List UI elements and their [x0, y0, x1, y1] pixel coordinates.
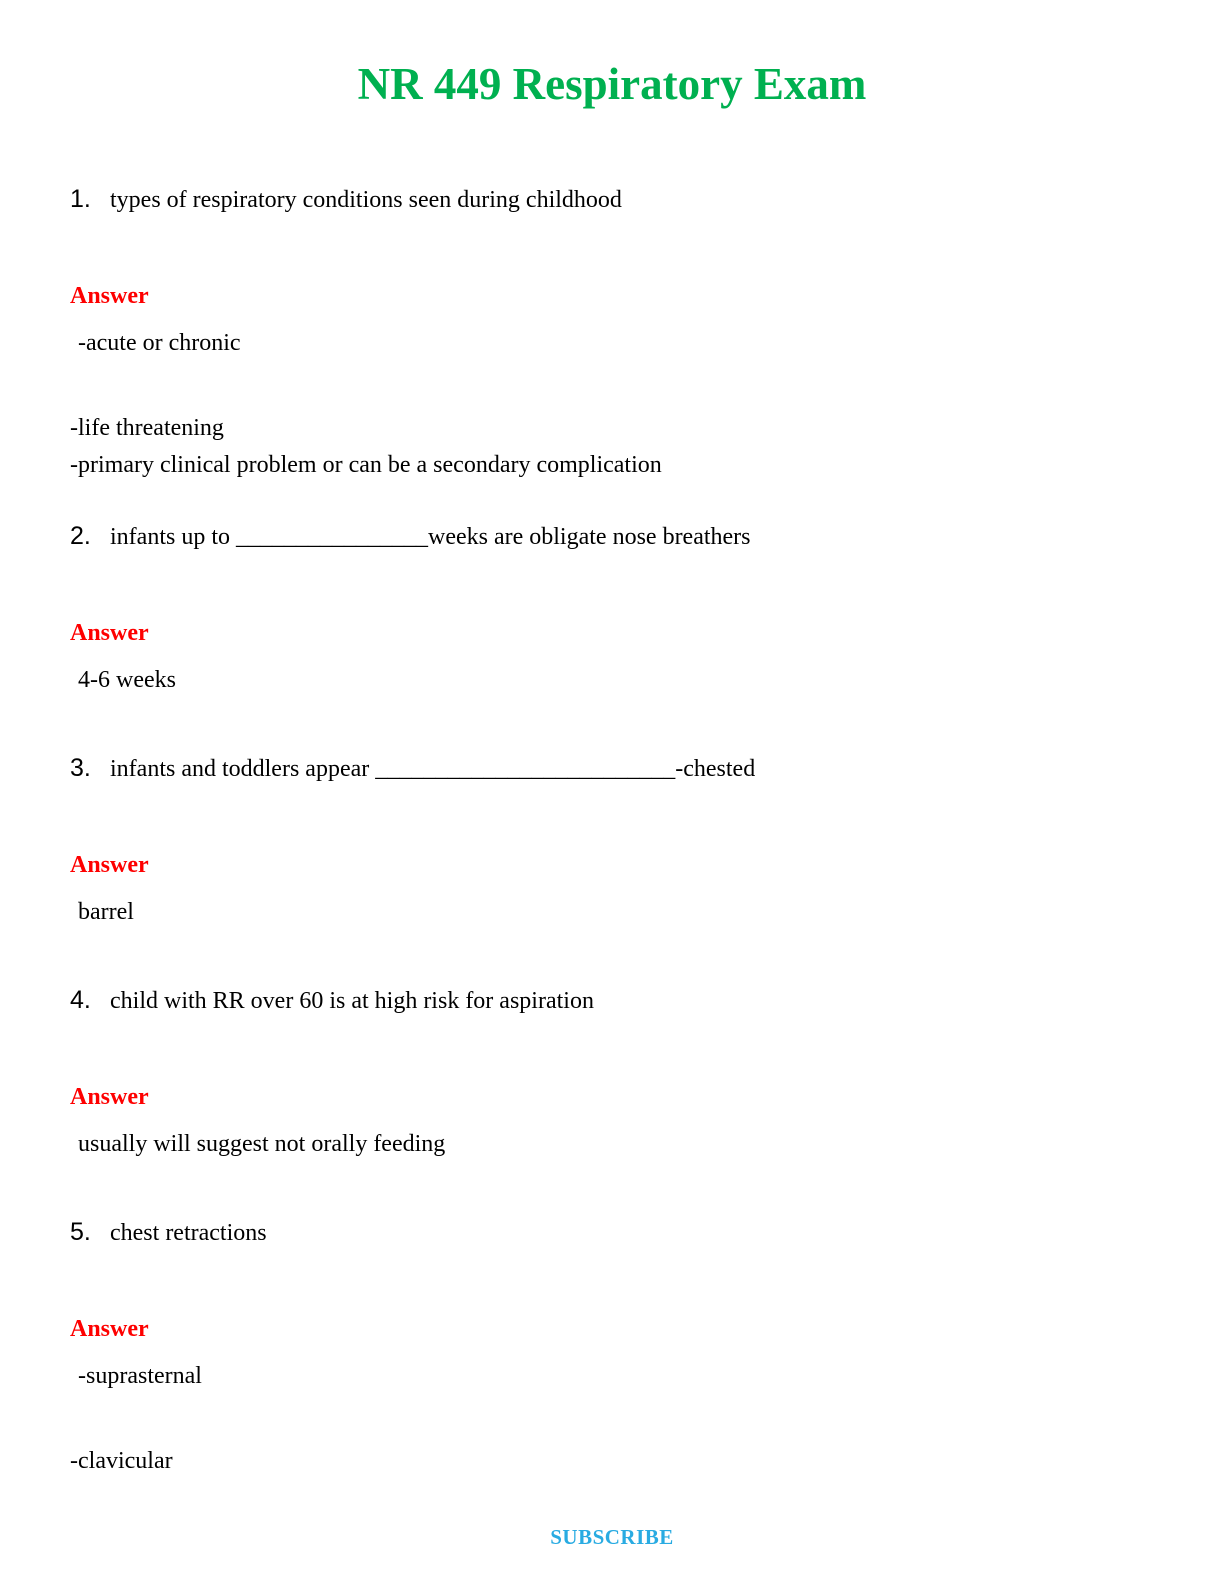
page-title: NR 449 Respiratory Exam — [357, 59, 867, 109]
answer-label-1: Answer — [70, 283, 149, 309]
answer-label-4: Answer — [70, 1084, 149, 1110]
question-2 — [70, 521, 1154, 552]
question-3-number: 3. — [70, 754, 91, 782]
answer-line: -suprasternal — [78, 1363, 202, 1389]
question-2-text: infants up to ________________weeks are obligate nose breathers — [110, 524, 751, 550]
answer-label-3: Answer — [70, 852, 149, 878]
question-3 — [70, 753, 1154, 784]
answer-line: -acute or chronic — [78, 330, 241, 356]
question-1-number: 1. — [70, 185, 91, 213]
question-5-number: 5. — [70, 1218, 91, 1246]
question-2-number: 2. — [70, 522, 91, 550]
answer-line: -life threatening — [70, 415, 224, 441]
answer-line: -clavicular — [70, 1448, 173, 1474]
answer-line: 4-6 weeks — [78, 667, 176, 693]
question-5 — [70, 1217, 1154, 1248]
question-4 — [70, 985, 1154, 1016]
question-5-text: chest retractions — [110, 1220, 267, 1246]
subscribe-link[interactable]: SUBSCRIBE — [550, 1525, 674, 1549]
question-4-number: 4. — [70, 986, 91, 1014]
question-3-text: infants and toddlers appear _________________________-chested — [110, 756, 756, 782]
answer-label-5: Answer — [70, 1316, 149, 1342]
question-4-text: child with RR over 60 is at high risk for aspiration — [110, 988, 594, 1014]
question-1 — [70, 184, 1154, 215]
question-1-text: types of respiratory conditions seen during childhood — [110, 187, 622, 213]
answer-line: barrel — [78, 899, 134, 925]
answer-line: -primary clinical problem or can be a secondary complication — [70, 452, 662, 478]
answer-label-2: Answer — [70, 620, 149, 646]
answer-line: usually will suggest not orally feeding — [78, 1131, 446, 1157]
